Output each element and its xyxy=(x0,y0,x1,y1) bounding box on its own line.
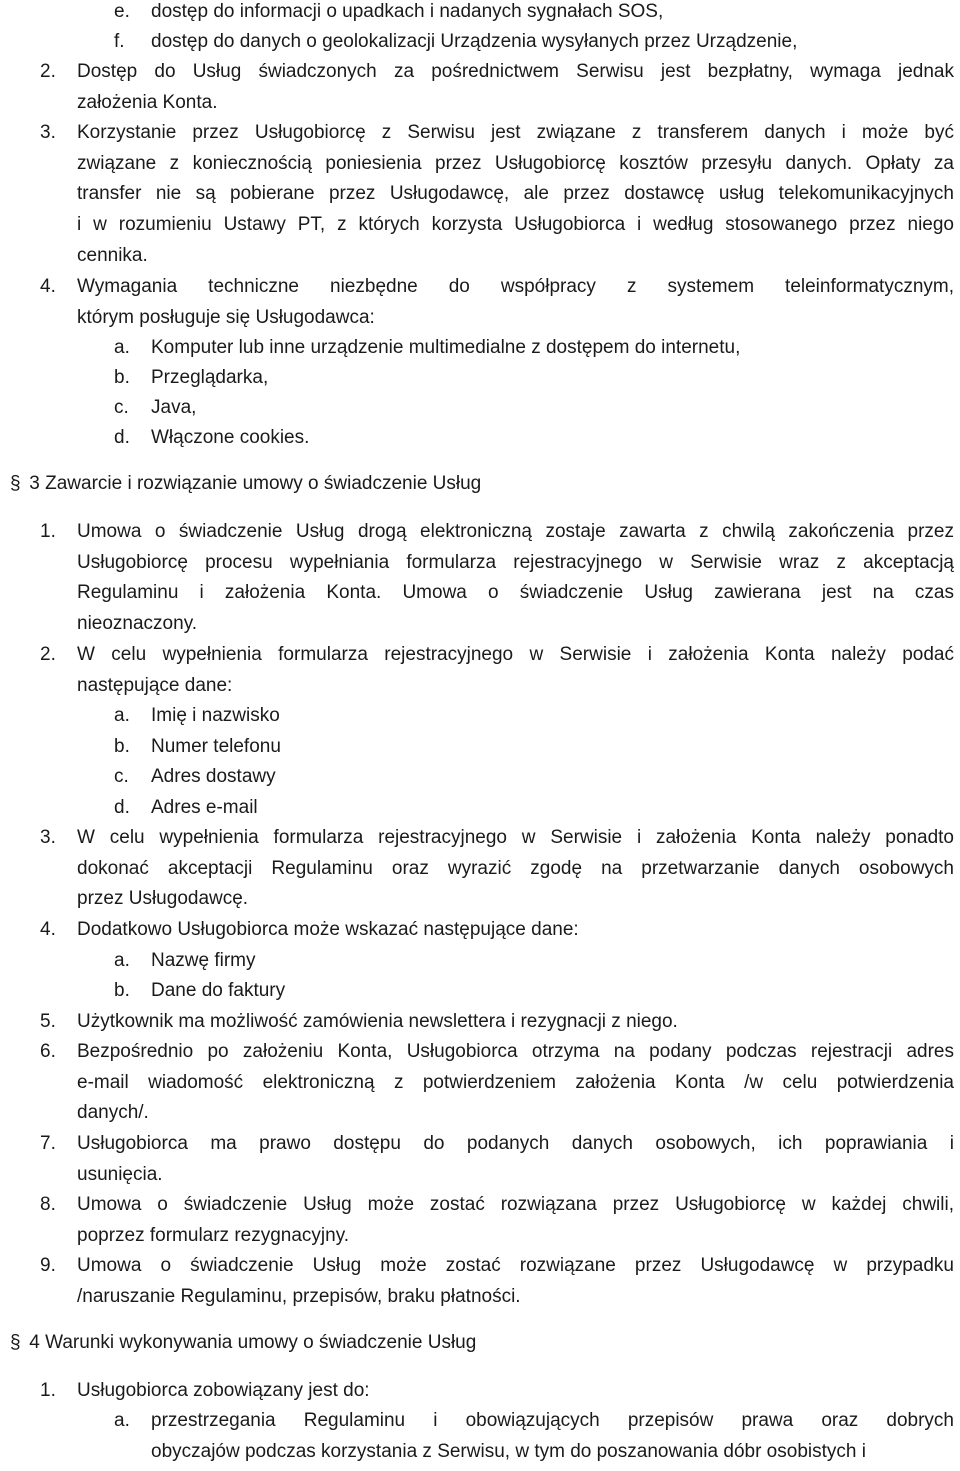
section3-item xyxy=(40,644,954,705)
list-marker: 9. xyxy=(40,1255,56,1276)
list-marker: d. xyxy=(114,797,130,818)
list-marker: c. xyxy=(114,766,129,787)
paragraph-line: Usługobiorca ma prawo dostępu do podanych danych osobowych, ich poprawiania i xyxy=(77,1133,954,1154)
paragraph-line: Dodatkowo Usługobiorca może wskazać następujące dane: xyxy=(77,919,579,940)
list-marker: a. xyxy=(114,337,130,358)
section3-item xyxy=(40,1011,954,1042)
section3-item xyxy=(40,827,954,919)
top-list-item xyxy=(114,31,954,62)
paragraph-line: Adres e-mail xyxy=(151,797,258,818)
section-title: 3 Zawarcie i rozwiązanie umowy o świadczenie Usług xyxy=(24,473,482,494)
list-marker: 5. xyxy=(40,1011,56,1032)
paragraph-line: Bezpośrednio po założeniu Konta, Usługobiorca otrzyma na podany podczas rejestracji adres xyxy=(77,1041,954,1062)
list-marker: 6. xyxy=(40,1041,56,1062)
paragraph-line: Imię i nazwisko xyxy=(151,705,280,726)
paragraph-line: którym posługuje się Usługodawca: xyxy=(77,306,375,328)
paragraph-line: Usługobiorcę procesu wypełniania formularza rejestracyjnego w Serwisie wraz z akceptacją xyxy=(77,551,954,573)
section4-item xyxy=(40,1380,954,1411)
paragraph-line: Wymagania techniczne niezbędne do współpracy z systemem teleinformatycznym, xyxy=(77,276,954,297)
list-marker: c. xyxy=(114,397,129,418)
paragraph-line: obyczajów podczas korzystania z Serwisu, w tym do poszanowania dóbr osobistych i xyxy=(151,1440,866,1462)
list-marker: b. xyxy=(114,980,130,1001)
list-marker: b. xyxy=(114,367,130,388)
section3-item xyxy=(40,919,954,950)
paragraph-line: /naruszanie Regulaminu, przepisów, braku płatności. xyxy=(77,1285,521,1307)
section3-item xyxy=(40,1041,954,1133)
paragraph-line: e-mail wiadomość elektroniczną z potwierdzeniem założenia Konta /w celu potwierdzenia xyxy=(77,1071,954,1093)
paragraph-line: założenia Konta. xyxy=(77,91,218,113)
list-marker: b. xyxy=(114,736,130,757)
section3-item xyxy=(114,980,954,1011)
list-marker: 1. xyxy=(40,521,56,542)
top-list-item xyxy=(114,1,954,32)
section3-heading xyxy=(10,473,481,495)
section3-item xyxy=(40,1133,954,1194)
paragraph-line: Włączone cookies. xyxy=(151,427,310,448)
list-marker: e. xyxy=(114,1,130,22)
paragraph-line: Przeglądarka, xyxy=(151,367,269,388)
paragraph-line: Dostęp do Usług świadczonych za pośrednictwem Serwisu jest bezpłatny, wymaga jednak xyxy=(77,61,954,82)
top-list-item xyxy=(114,397,954,428)
top-list-item xyxy=(114,337,954,368)
paragraph-line: cennika. xyxy=(77,244,148,266)
paragraph-line: dostęp do danych o geolokalizacji Urządzenia wysyłanych przez Urządzenie, xyxy=(151,31,798,52)
section4-item xyxy=(114,1410,954,1471)
section3-item xyxy=(114,766,954,797)
paragraph-line: Regulaminu i założenia Konta. Umowa o świadczenie Usług zawierana jest na czas xyxy=(77,582,954,604)
list-marker: 1. xyxy=(40,1380,56,1401)
list-marker: d. xyxy=(114,427,130,448)
paragraph-line: poprzez formularz rezygnacyjny. xyxy=(77,1224,350,1246)
paragraph-line: następujące dane: xyxy=(77,674,233,696)
paragraph-line: Umowa o świadczenie Usług może zostać rozwiązana przez Usługobiorcę w każdej chwili, xyxy=(77,1194,954,1215)
top-list-item xyxy=(40,61,954,122)
paragraph-line: W celu wypełnienia formularza rejestracyjnego w Serwisie i założenia Konta należy podać xyxy=(77,644,954,665)
paragraph-line: Dane do faktury xyxy=(151,980,286,1001)
list-marker: f. xyxy=(114,31,125,52)
paragraph-line: Java, xyxy=(151,397,197,418)
paragraph-line: dostęp do informacji o upadkach i nadanych sygnałach SOS, xyxy=(151,1,664,22)
list-marker: a. xyxy=(114,950,130,971)
paragraph-line: danych/. xyxy=(77,1102,149,1124)
section-title: 4 Warunki wykonywania umowy o świadczenie Usług xyxy=(24,1332,477,1353)
section3-item xyxy=(40,1194,954,1255)
paragraph-line: Nazwę firmy xyxy=(151,950,256,971)
paragraph-line: i w rozumieniu Ustawy PT, z których korzysta Usługobiorca i według stosowanego przez niego xyxy=(77,214,954,236)
section3-item xyxy=(114,736,954,767)
paragraph-line: przez Usługodawcę. xyxy=(77,888,249,910)
paragraph-line: dokonać akceptacji Regulaminu oraz wyrazić zgodę na przetwarzanie danych osobowych xyxy=(77,857,954,879)
paragraph-line: W celu wypełnienia formularza rejestracyjnego w Serwisie i założenia Konta należy ponadto xyxy=(77,827,954,848)
list-marker: 3. xyxy=(40,122,56,143)
paragraph-line: Adres dostawy xyxy=(151,766,276,787)
top-list-item xyxy=(114,427,954,458)
list-marker: a. xyxy=(114,1410,130,1431)
section-symbol: § xyxy=(10,1332,21,1353)
paragraph-line: usunięcia. xyxy=(77,1163,163,1185)
paragraph-line: nieoznaczony. xyxy=(77,613,198,635)
paragraph-line: Użytkownik ma możliwość zamówienia newslettera i rezygnacji z niego. xyxy=(77,1011,678,1032)
section3-item xyxy=(114,797,954,828)
section3-item xyxy=(114,950,954,981)
list-marker: 3. xyxy=(40,827,56,848)
paragraph-line: związane z koniecznością poniesienia przez Usługobiorcę kosztów przesyłu danych. Opłaty za xyxy=(77,152,954,174)
list-marker: a. xyxy=(114,705,130,726)
list-marker: 2. xyxy=(40,61,56,82)
section-symbol: § xyxy=(10,473,21,494)
section4-heading xyxy=(10,1332,476,1354)
list-marker: 4. xyxy=(40,276,56,297)
paragraph-line: transfer nie są pobierane przez Usługodawcę, ale przez dostawcę usług telekomunikacyjnych xyxy=(77,183,954,205)
paragraph-line: przestrzegania Regulaminu i obowiązujących przepisów prawa oraz dobrych xyxy=(151,1410,954,1431)
top-list-item xyxy=(40,276,954,337)
list-marker: 4. xyxy=(40,919,56,940)
paragraph-line: Usługobiorca zobowiązany jest do: xyxy=(77,1380,370,1401)
paragraph-line: Umowa o świadczenie Usług drogą elektroniczną zostaje zawarta z chwilą zakończenia przez xyxy=(77,521,954,542)
list-marker: 8. xyxy=(40,1194,56,1215)
section3-item xyxy=(40,1255,954,1316)
top-list-item xyxy=(40,122,954,276)
paragraph-line: Numer telefonu xyxy=(151,736,281,757)
paragraph-line: Umowa o świadczenie Usług może zostać rozwiązane przez Usługodawcę w przypadku xyxy=(77,1255,954,1276)
top-list-item xyxy=(114,367,954,398)
section3-item xyxy=(114,705,954,736)
list-marker: 2. xyxy=(40,644,56,665)
section3-item xyxy=(40,521,954,644)
paragraph-line: Komputer lub inne urządzenie multimedialne z dostępem do internetu, xyxy=(151,337,741,358)
paragraph-line: Korzystanie przez Usługobiorcę z Serwisu jest związane z transferem danych i może być xyxy=(77,122,954,143)
list-marker: 7. xyxy=(40,1133,56,1154)
